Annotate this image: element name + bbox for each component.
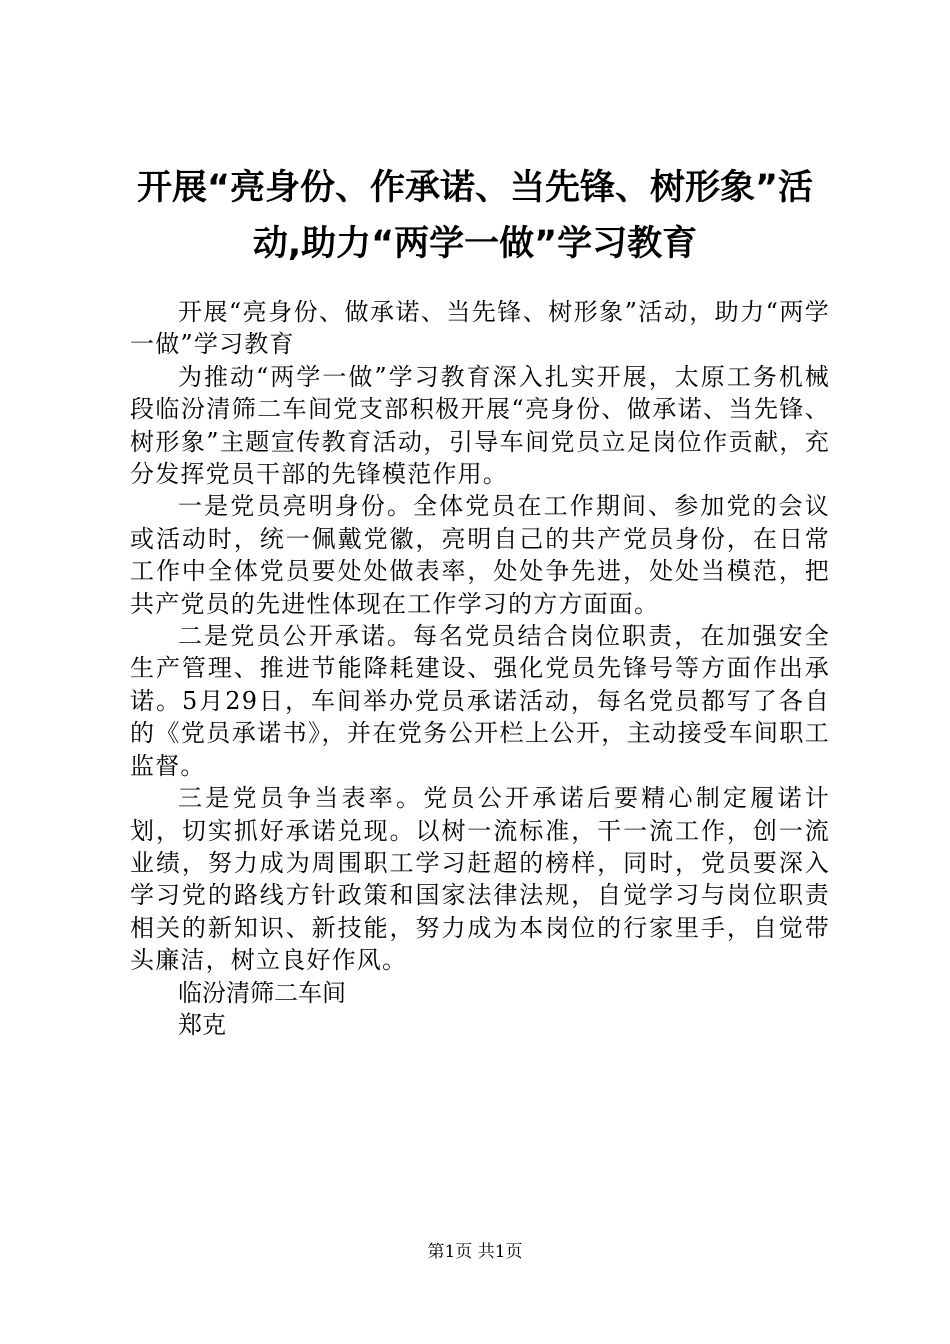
document-title: 开展“亮身份、作承诺、当先锋、树形象”活动,助力“两学一做”学习教育	[136, 168, 813, 264]
signature-author: 郑克	[178, 1010, 226, 1039]
paragraph-point-three: 三是党员争当表率。党员公开承诺后要精心制定履诺计划，切实抓好承诺兑现。以树一流标准，干一流工作，创一流业绩，努力成为周围职工学习赶超的榜样，同时，党员要深入学习党的路线方针政策和国家法律法规，自觉学习与岗位职责相关的新知识、新技能，努力成为本岗位的行家里手，自觉带头廉洁，树立良好作风。	[130, 784, 830, 975]
paragraph-point-one: 一是党员亮明身份。全体党员在工作期间、参加党的会议或活动时，统一佩戴党徽，亮明自己的共产党员身份，在日常工作中全体党员要处处做表率，处处争先进，处处当模范，把共产党员的先进性体现在工作学习的方方面面。	[130, 492, 830, 618]
page-footer: 第1页 共1页	[427, 1242, 523, 1262]
paragraph-point-two: 二是党员公开承诺。每名党员结合岗位职责，在加强安全生产管理、推进节能降耗建设、强化党员先锋号等方面作出承诺。5月29日，车间举办党员承诺活动，每名党员都写了各自的《党员承诺书》，并在党务公开栏上公开，主动接受车间职工监督。	[130, 622, 830, 780]
paragraph-subtitle: 开展“亮身份、做承诺、当先锋、树形象”活动，助力“两学一做”学习教育	[130, 298, 830, 359]
paragraph-intro: 为推动“两学一做”学习教育深入扎实开展，太原工务机械段临汾清筛二车间党支部积极开展“亮身份、做承诺、当先锋、树形象”主题宣传教育活动，引导车间党员立足岗位作贡献，充分发挥党员干部的先锋模范作用。	[130, 362, 830, 489]
document-body	[130, 296, 830, 1041]
signature-unit: 临汾清筛二车间	[178, 978, 346, 1007]
